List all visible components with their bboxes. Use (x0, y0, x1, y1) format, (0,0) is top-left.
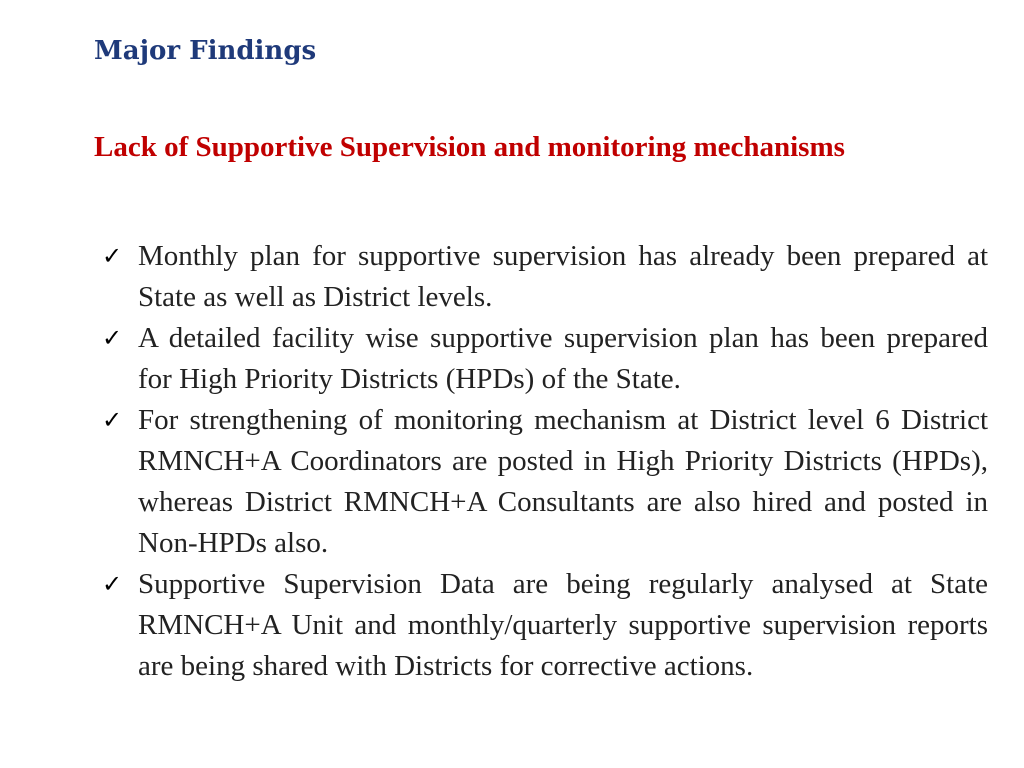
findings-list (102, 236, 988, 687)
list-item (102, 564, 988, 687)
checkmark-icon: ✓ (102, 570, 123, 598)
section-heading: Lack of Supportive Supervision and monitoring mechanisms (94, 131, 845, 163)
checkmark-icon: ✓ (102, 242, 123, 270)
finding-text: A detailed facility wise supportive supervision plan has been prepared for High Priority Districts (HPDs) of the State. (138, 322, 988, 395)
finding-text: For strengthening of monitoring mechanism at District level 6 District RMNCH+A Coordinators are posted in High Priority Districts (HPDs), whereas District RMNCH+A Consultants are also hired and posted in Non-HPDs also. (138, 404, 988, 559)
list-item (102, 400, 988, 564)
finding-text: Supportive Supervision Data are being regularly analysed at State RMNCH+A Unit and monthly/quarterly supportive supervision reports are being shared with Districts for corrective actions. (138, 568, 988, 682)
list-item (102, 236, 988, 318)
checkmark-icon: ✓ (102, 406, 123, 434)
finding-text: Monthly plan for supportive supervision has already been prepared at State as well as District levels. (138, 240, 988, 313)
list-item (102, 318, 988, 400)
page-title: Major Findings (94, 36, 317, 66)
checkmark-icon: ✓ (102, 324, 123, 352)
